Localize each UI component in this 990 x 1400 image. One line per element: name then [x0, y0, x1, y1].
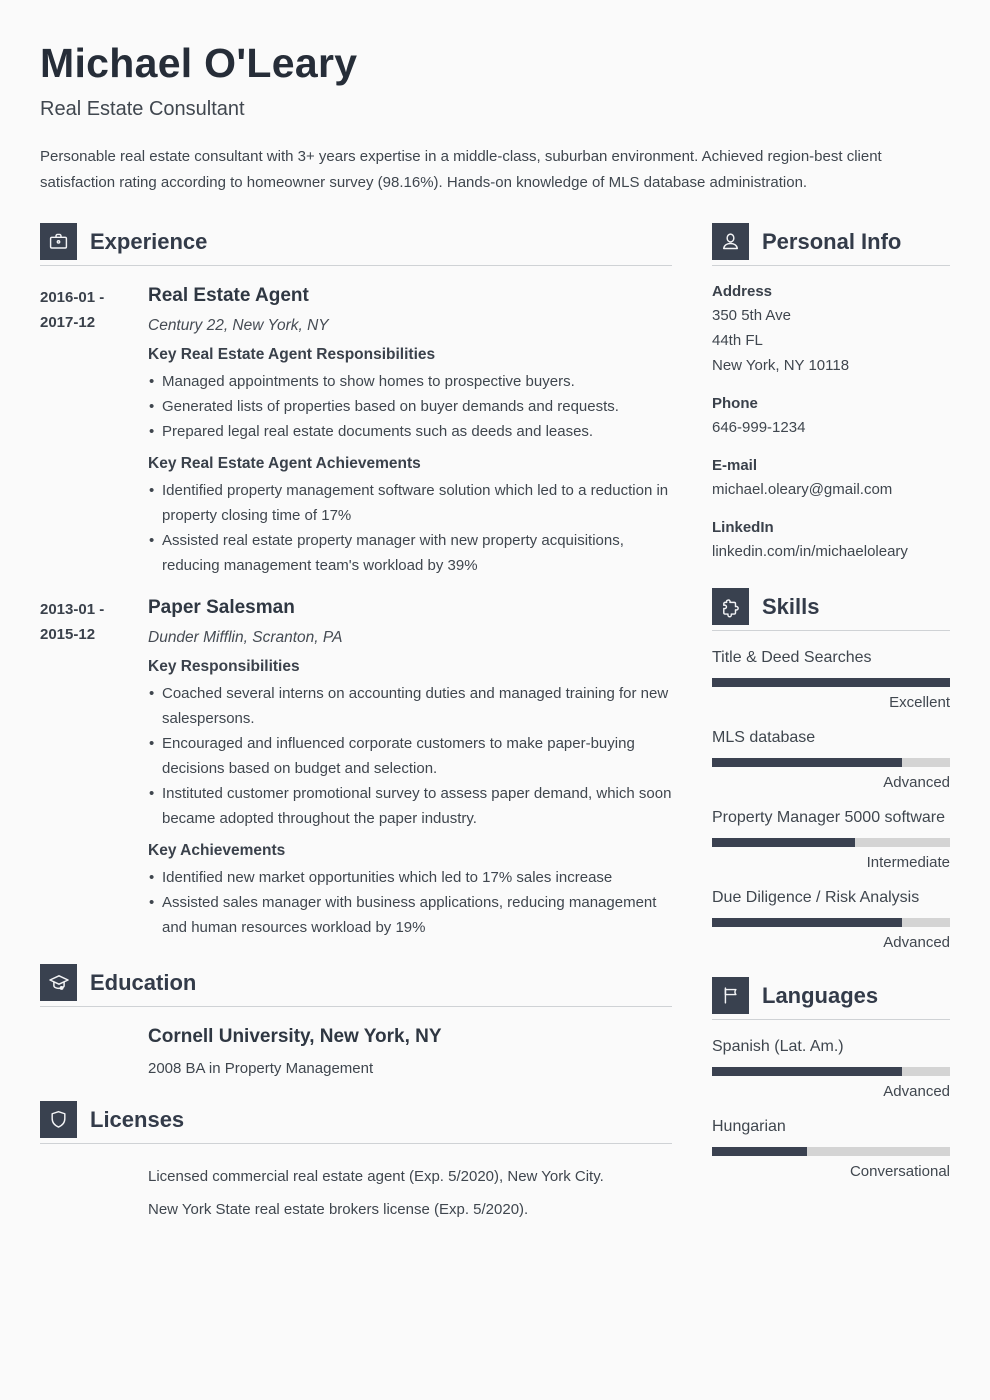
- skill-bar-fill: [712, 758, 902, 767]
- education-section-header: [40, 964, 672, 1007]
- education-details: [148, 1026, 672, 1077]
- job-bullet: • Assisted sales manager with business applications, reducing management and human resources workload by 19%: [148, 890, 672, 940]
- language-name: Hungarian: [712, 1118, 786, 1136]
- job-details: [148, 597, 672, 940]
- address-line: New York, NY 10118: [712, 357, 850, 375]
- experience-section-header: [40, 223, 672, 266]
- language-level: Advanced: [883, 1083, 950, 1101]
- puzzle-icon: [712, 588, 749, 625]
- address-label: Address: [712, 283, 773, 301]
- education-entry: [40, 1026, 672, 1077]
- email-value: michael.oleary@gmail.com: [712, 481, 893, 499]
- job-dates: [40, 285, 148, 578]
- job-subsection-heading: Key Responsibilities: [148, 658, 300, 676]
- skills-section-header: [712, 588, 950, 631]
- skill-bar: [712, 918, 950, 927]
- address-line: 44th FL: [712, 332, 763, 350]
- language-item: [712, 1118, 950, 1180]
- licenses-section-title: Licenses: [90, 1106, 185, 1132]
- job-bullet-list: [148, 865, 672, 940]
- main-column: [40, 207, 672, 1222]
- job-title: Real Estate Agent: [148, 285, 309, 307]
- linkedin-value: linkedin.com/in/michaeloleary: [712, 543, 908, 561]
- job-company: Dunder Mifflin, Scranton, PA: [148, 629, 343, 647]
- skill-item: [712, 729, 950, 791]
- experience-section-title: Experience: [90, 228, 208, 254]
- education-section-title: Education: [90, 969, 197, 995]
- job-bullet-list: [148, 478, 672, 578]
- job-bullet: • Instituted customer promotional survey to assess paper demand, which soon became adopted throughout the paper industry.: [148, 781, 672, 831]
- linkedin-group: [712, 519, 950, 564]
- licenses-details: [148, 1156, 672, 1222]
- language-bar-fill: [712, 1147, 807, 1156]
- skill-item: [712, 889, 950, 951]
- job-bullet: • Generated lists of properties based on buyer demands and requests.: [148, 394, 672, 419]
- language-bar-fill: [712, 1067, 902, 1076]
- skill-level: Advanced: [883, 774, 950, 792]
- language-item: [712, 1038, 950, 1100]
- briefcase-icon: [40, 223, 77, 260]
- licenses-section-header: [40, 1101, 672, 1144]
- content-columns: [40, 207, 950, 1222]
- job-bullet: • Identified property management software solution which led to a reduction in property closing time of 17%: [148, 478, 672, 528]
- job-company: Century 22, New York, NY: [148, 317, 329, 335]
- education-degree: 2008 BA in Property Management: [148, 1060, 374, 1078]
- skills-section-title: Skills: [762, 593, 820, 619]
- experience-entry: [40, 597, 672, 940]
- job-dates: [40, 597, 148, 940]
- job-bullet: • Managed appointments to show homes to prospective buyers.: [148, 369, 672, 394]
- phone-value: 646-999-1234: [712, 419, 806, 437]
- personal-info-section-title: Personal Info: [762, 228, 902, 254]
- language-level: Conversational: [849, 1163, 950, 1181]
- education-dates-empty: [40, 1026, 148, 1077]
- experience-entry: [40, 285, 672, 578]
- job-bullet-list: [148, 681, 672, 831]
- language-bar: [712, 1067, 950, 1076]
- job-bullet: • Assisted real estate property manager with new property acquisitions, reducing management team's workload by 39%: [148, 528, 672, 578]
- language-name: Spanish (Lat. Am.): [712, 1038, 844, 1056]
- resume-header: [40, 42, 950, 195]
- email-group: [712, 457, 950, 502]
- phone-group: [712, 395, 950, 440]
- job-bullet: • Identified new market opportunities which led to 17% sales increase: [148, 865, 672, 890]
- skill-name: Due Diligence / Risk Analysis: [712, 889, 920, 907]
- personal-info-section-header: [712, 223, 950, 266]
- shield-icon: [40, 1101, 77, 1138]
- languages-section-title: Languages: [762, 982, 879, 1008]
- skill-name: Title & Deed Searches: [712, 649, 872, 667]
- flag-icon: [712, 977, 749, 1014]
- skill-level: Advanced: [883, 934, 950, 952]
- licenses-entry: [40, 1156, 672, 1222]
- license-item: New York State real estate brokers license (Exp. 5/2020).: [148, 1201, 529, 1219]
- job-details: [148, 285, 672, 578]
- candidate-title: Real Estate Consultant: [40, 98, 245, 121]
- skill-item: [712, 649, 950, 711]
- skill-name: Property Manager 5000 software: [712, 809, 946, 827]
- phone-label: Phone: [712, 395, 758, 413]
- address-line: 350 5th Ave: [712, 307, 791, 325]
- candidate-name: Michael O'Leary: [40, 40, 358, 86]
- skill-bar: [712, 758, 950, 767]
- linkedin-label: LinkedIn: [712, 519, 774, 537]
- job-bullet: • Prepared legal real estate documents such as deeds and leases.: [148, 419, 672, 444]
- skill-bar-fill: [712, 838, 855, 847]
- job-bullet: • Coached several interns on accounting duties and managed training for new salespersons.: [148, 681, 672, 731]
- skill-item: [712, 809, 950, 871]
- graduation-cap-icon: [40, 964, 77, 1001]
- job-date-start: 2013-01 -: [40, 601, 105, 619]
- job-bullet-list: [148, 369, 672, 444]
- job-date-start: 2016-01 -: [40, 289, 105, 307]
- skill-bar: [712, 838, 950, 847]
- job-subsection-heading: Key Real Estate Agent Responsibilities: [148, 346, 436, 364]
- person-icon: [712, 223, 749, 260]
- summary-text: Personable real estate consultant with 3+ years expertise in a middle-class, suburban environment. Achieved region-best client satisfaction rating according to homeowner survey (98.16%). Hands-on knowledge of MLS database administration.: [40, 148, 882, 191]
- job-subsection-heading: Key Real Estate Agent Achievements: [148, 455, 421, 473]
- skill-bar: [712, 678, 950, 687]
- skill-bar-fill: [712, 918, 902, 927]
- language-bar: [712, 1147, 950, 1156]
- job-bullet: • Encouraged and influenced corporate customers to make paper-buying decisions based on budget and selection.: [148, 731, 672, 781]
- job-subsection-heading: Key Achievements: [148, 842, 286, 860]
- skill-bar-fill: [712, 678, 950, 687]
- license-item: Licensed commercial real estate agent (Exp. 5/2020), New York City.: [148, 1168, 604, 1186]
- sidebar-column: [712, 207, 950, 1222]
- education-school: Cornell University, New York, NY: [148, 1026, 442, 1048]
- skill-level: Intermediate: [866, 854, 950, 872]
- licenses-dates-empty: [40, 1156, 148, 1222]
- skill-name: MLS database: [712, 729, 816, 747]
- email-label: E-mail: [712, 457, 758, 475]
- skill-level: Excellent: [889, 694, 950, 712]
- job-date-end: 2017-12: [40, 314, 96, 332]
- job-date-end: 2015-12: [40, 626, 96, 644]
- languages-section-header: [712, 977, 950, 1020]
- job-title: Paper Salesman: [148, 597, 295, 619]
- address-group: [712, 283, 950, 378]
